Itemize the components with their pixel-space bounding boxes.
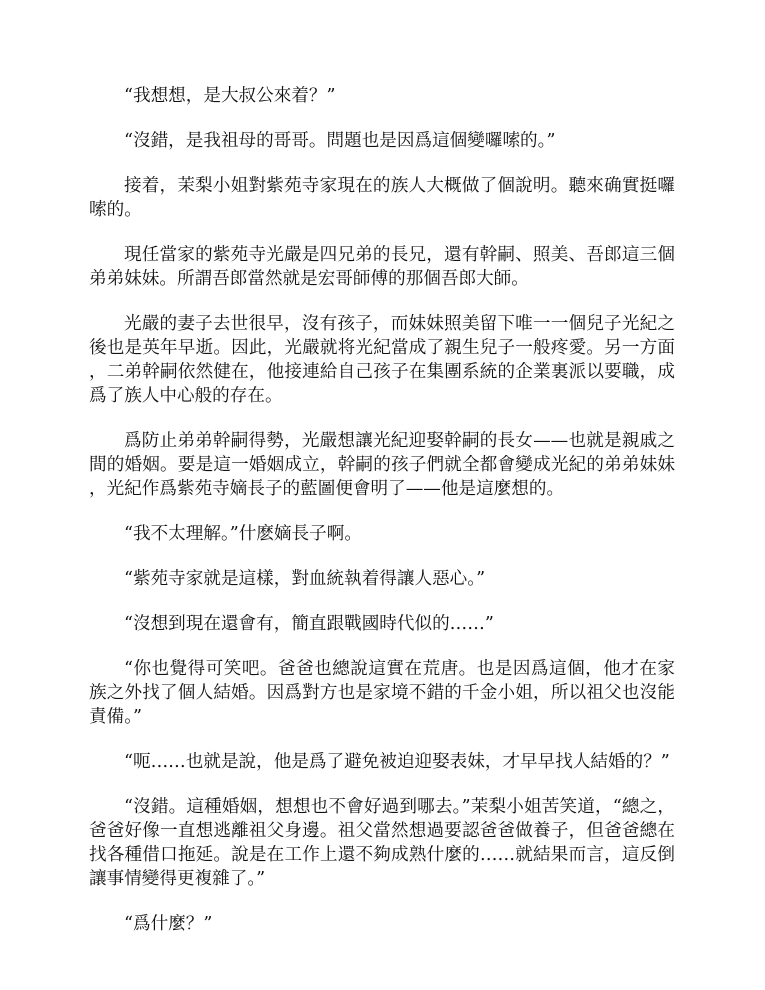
paragraph-3: 接着，茉梨小姐對紫苑寺家現在的族人大概做了個說明。聽來确實挺囉嗦的。 [89, 176, 675, 220]
paragraph-7: “我不太理解。”什麽嫡長子啊。 [124, 524, 362, 544]
paragraph-13: “爲什麼？” [124, 914, 213, 934]
paragraph-9: “沒想到現在還會有，簡直跟戰國時代似的……” [124, 614, 494, 634]
paragraph-4: 現任當家的紫苑寺光嚴是四兄弟的長兄，還有幹嗣、照美、吾郎這三個弟弟妹妹。所謂吾郎當然就是宏哥師傅的那個吾郎大師。 [89, 245, 675, 289]
paragraph-12: “沒錯。這種婚姻，想想也不會好過到哪去。”茉梨小姐苦笑道，“總之，爸爸好像一直想逃離祖父身邊。祖父當然想過要認爸爸做養子，但爸爸總在找各種借口拖延。說是在工作上還不夠成熟什麼的……就結果而言，這反倒讓事情變得更複雜了。” [89, 797, 675, 889]
paragraph-8: “紫苑寺家就是這樣，對血統執着得讓人惡心。” [124, 569, 486, 589]
paragraph-6: 爲防止弟弟幹嗣得勢，光嚴想讓光紀迎娶幹嗣的長女——也就是親戚之間的婚姻。要是這一婚姻成立，幹嗣的孩子們就全都會變成光紀的弟弟妹妹，光紀作爲紫苑寺嫡長子的藍圖便會明了——他是這麼想的。 [89, 431, 675, 499]
paragraph-11: “呃……也就是說，他是爲了避免被迫迎娶表妹，才早早找人結婚的？” [124, 752, 670, 772]
paragraph-10: “你也覺得可笑吧。爸爸也總說這實在荒唐。也是因爲這個，他才在家族之外找了個人結婚。因爲對方也是家境不錯的千金小姐，所以祖父也沒能責備。” [89, 659, 675, 727]
book-page [89, 84, 675, 957]
paragraph-1: “我想想，是大叔公來着？” [124, 86, 336, 106]
paragraph-2: “沒錯，是我祖母的哥哥。問題也是因爲這個變囉嗦的。” [124, 131, 556, 151]
paragraph-5: 光嚴的妻子去世很早，沒有孩子，而妹妹照美留下唯一一個兒子光紀之後也是英年早逝。因此，光嚴就将光紀當成了親生兒子一般疼愛。另一方面，二弟幹嗣依然健在，他接連給自己孩子在集團系統的企業裏派以要職，成爲了族人中心般的存在。 [89, 314, 675, 406]
